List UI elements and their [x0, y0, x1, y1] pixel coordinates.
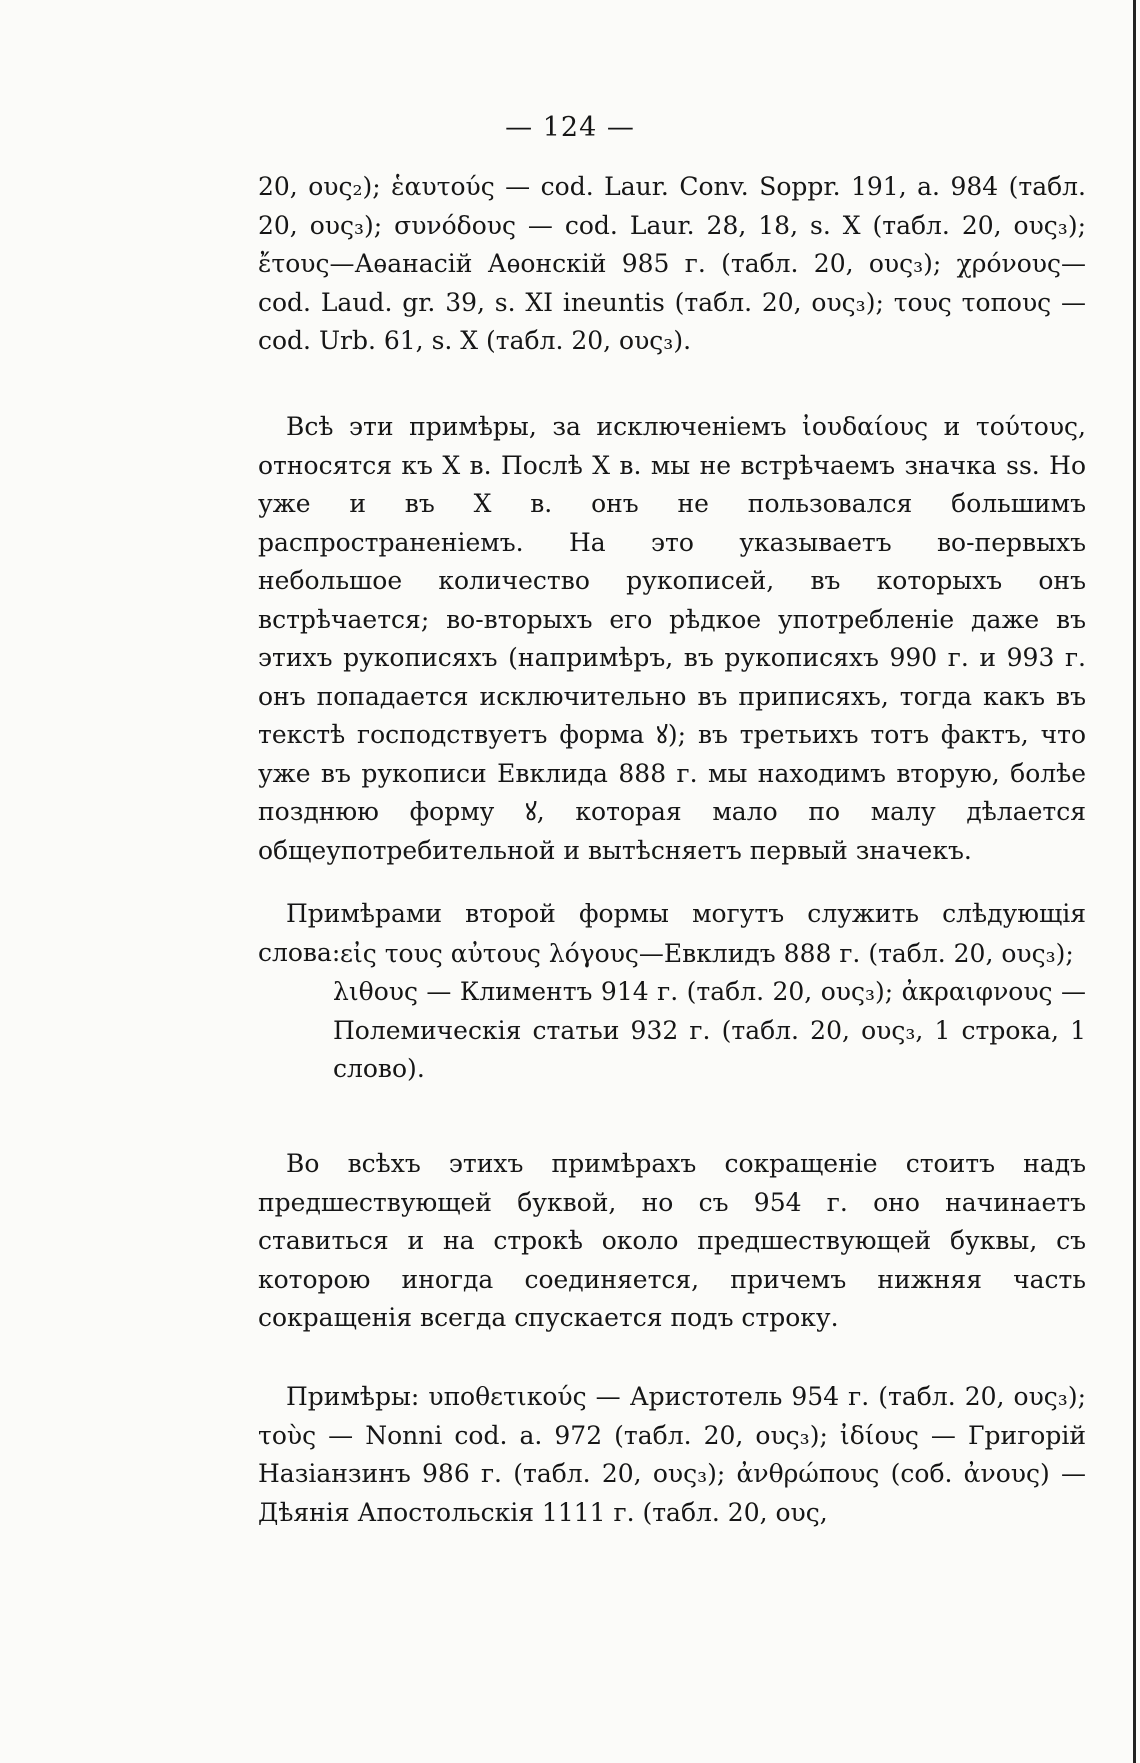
paragraph-second-form-example-1: εἰς τους αὐτους λόγους—Евклидъ 888 г. (табл. 20, ους₃); [340, 939, 1074, 968]
paragraph-abbreviation-position: Во всѣхъ этихъ примѣрахъ сокращеніе стоитъ надъ предшествующей буквой, но съ 954 г. оно начинаетъ ставиться и на строкѣ около предшествующей буквы, съ которою иногда соединяется, причемъ нижняя часть сокращенія всегда спускается подъ строку. [258, 1149, 1086, 1332]
paragraph-first-form-usage: Всѣ эти примѣры, за исключеніемъ ἰουδαίους и τούτους, относятся къ X в. Послѣ X в. мы не встрѣчаемъ значка ss. Но уже и въ X в. онъ не пользовался большимъ распространеніемъ. На это указываетъ во-первыхъ небольшое количество рукописей, въ которыхъ онъ встрѣчается; во-вторыхъ его рѣдкое употребленіе даже въ этихъ рукописяхъ (напримѣръ, въ рукописяхъ 990 г. и 993 г. онъ попадается исключительно въ приписяхъ, тогда какъ въ текстѣ господствуетъ форма ꙋ); въ третьихъ тотъ фактъ, что уже въ рукописи Евклида 888 г. мы находимъ вторую, болѣе позднюю форму ꙋ, которая мало по малу дѣлается общеупотребительной и вытѣсняетъ первый значекъ. [258, 412, 1086, 865]
paragraph-second-form-intro: Примѣрами второй формы могутъ служить слѣдующія слова: [258, 899, 1086, 967]
paragraph-continued-examples: 20, ους₂); ἑαυτούς — cod. Laur. Conv. Soppr. 191, a. 984 (табл. 20, ους₃); συνόδους — cod. Laur. 28, 18, s. X (табл. 20, ους₃); ἔτους—Аѳанасій Аѳонскій 985 г. (табл. 20, ους₃); χρόνους—cod. Laud. gr. 39, s. XI ineuntis (табл. 20, ους₃); τους τοπους — cod. Urb. 61, s. X (табл. 20, ους₃). [258, 172, 1086, 355]
page-edge [1133, 0, 1136, 1763]
paragraph-second-form-examples: λιθους — Климентъ 914 г. (табл. 20, ους₃); ἀκραιφνους — Полемическія статьи 932 г. (табл. 20, ους₃, 1 строка, 1 слово). [333, 977, 1086, 1083]
paragraph-later-examples: Примѣры: υποθετικούς — Аристотель 954 г. (табл. 20, ους₃); τοὺς — Nonni cod. a. 972 (табл. 20, ους₃); ἰδίους — Григорій Назіанзинъ 986 г. (табл. 20, ους₃); ἀνθρώπους (соб. ἀνους) — Дѣянія Апостольскія 1111 г. (табл. 20, ους, [258, 1382, 1086, 1527]
page-number: — 124 — [505, 112, 635, 143]
